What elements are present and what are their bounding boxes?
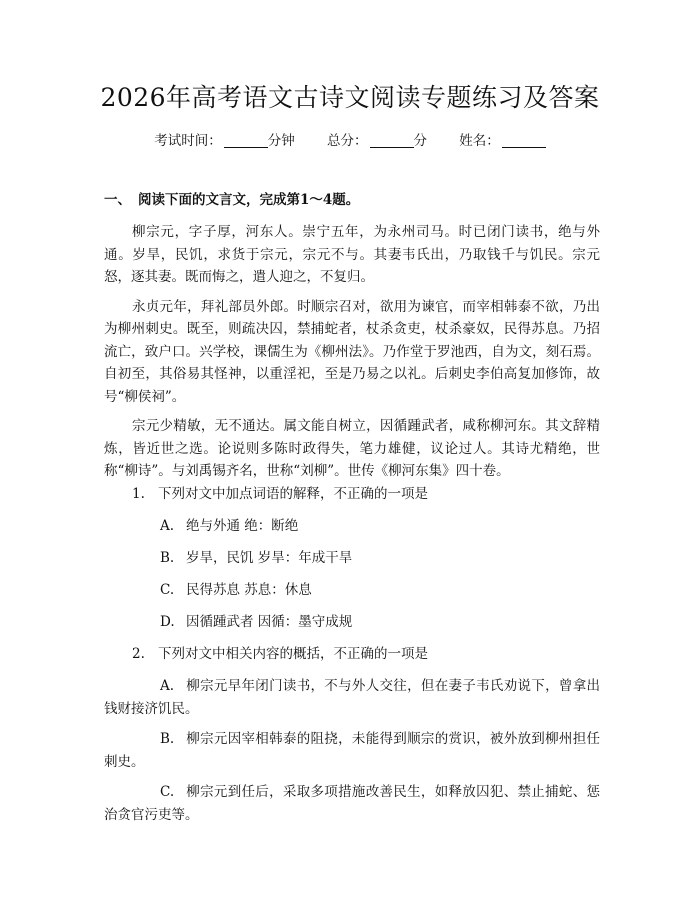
- option-letter: B.: [160, 731, 175, 747]
- option-text: 柳宗元早年闭门读书，不与外人交往，但在妻子韦氏劝说下，曾拿出钱财接济饥民。: [104, 678, 600, 717]
- exam-time-unit: 分钟: [267, 133, 295, 149]
- question-number: 2.: [132, 646, 145, 662]
- q1-option-a: [160, 515, 298, 537]
- passage-paragraph: 宗元少精敏，无不通达。属文能自树立，因循踵武者，咸称柳河东。其文辞精炼，皆近世之选。论说则多陈时政得失，笔力雄健，议论过人。其诗尤精绝，世称“柳诗”。与刘禹锡齐名，世称“刘柳”。世传《柳河东集》四十卷。: [104, 418, 600, 479]
- name-field: [459, 130, 546, 152]
- q2-option-c: [104, 781, 600, 826]
- page-title: 2026年高考语文古诗文阅读专题练习及答案: [100, 83, 600, 112]
- option-text: 绝与外通 绝：断绝: [186, 518, 299, 534]
- section-instruction: 阅读下面的文言文，完成第1～4题。: [138, 192, 360, 208]
- total-score-label: 总分：: [327, 133, 368, 149]
- option-text: 因循踵武者 因循：墨守成规: [186, 614, 353, 630]
- q1-option-d: [160, 611, 352, 633]
- option-letter: B.: [160, 550, 175, 566]
- passage: [104, 221, 600, 483]
- question-number: 1.: [132, 486, 145, 502]
- exam-info-line: [0, 130, 700, 152]
- q2-option-a: [104, 675, 600, 720]
- exam-time-field: [154, 130, 295, 152]
- passage-paragraph: 柳宗元，字子厚，河东人。崇宁五年，为永州司马。时已闭门读书，绝与外通。岁旱，民饥，求货于宗元，宗元不与。其妻韦氏出，乃取钱千与饥民。宗元怒，逐其妻。既而悔之，遣人迎之，不复归。: [104, 224, 600, 285]
- option-text: 柳宗元因宰相韩泰的阻挠，未能得到顺宗的赏识，被外放到柳州担任刺史。: [104, 731, 600, 770]
- total-score-field: [327, 130, 427, 152]
- option-letter: A.: [160, 518, 175, 534]
- name-label: 姓名：: [459, 133, 500, 149]
- q1-option-b: [160, 547, 352, 569]
- total-score-unit: 分: [413, 133, 427, 149]
- option-text: 柳宗元到任后，采取多项措施改善民生，如释放囚犯、禁止捕蛇、惩治贪官污吏等。: [104, 784, 600, 823]
- option-text: 民得苏息 苏息：休息: [186, 582, 312, 598]
- option-text: 岁旱，民饥 岁旱：年成干旱: [186, 550, 353, 566]
- passage-paragraph: 永贞元年，拜礼部员外郎。时顺宗召对，欲用为谏官，而宰相韩泰不欲，乃出为柳州刺史。既至，则疏决囚，禁捕蛇者，杖杀贪吏，杖杀豪奴，民得苏息。乃招流亡，致户口。兴学校，课儒生为《柳州法》。乃作堂于罗池西，自为文，刻石焉。自初至，其俗易其怪神，以重淫祀，至是乃易之以礼。后刺史李伯高复加修饰，故号“柳侯祠”。: [104, 298, 600, 405]
- question-2: [132, 643, 428, 665]
- total-score-blank: [370, 133, 414, 148]
- exam-time-label: 考试时间：: [154, 133, 222, 149]
- option-letter: C.: [160, 582, 175, 598]
- exam-time-blank: [224, 133, 268, 148]
- section-heading: [104, 189, 359, 211]
- section-number: 一、: [104, 192, 131, 208]
- option-letter: A.: [160, 678, 175, 694]
- q1-option-c: [160, 579, 312, 601]
- option-letter: D.: [160, 614, 175, 630]
- name-blank: [502, 133, 546, 148]
- q2-option-b: [104, 728, 600, 773]
- question-stem: 下列对文中相关内容的概括，不正确的一项是: [158, 646, 428, 662]
- question-1: [132, 483, 428, 505]
- question-stem: 下列对文中加点词语的解释，不正确的一项是: [158, 486, 428, 502]
- option-letter: C.: [160, 784, 175, 800]
